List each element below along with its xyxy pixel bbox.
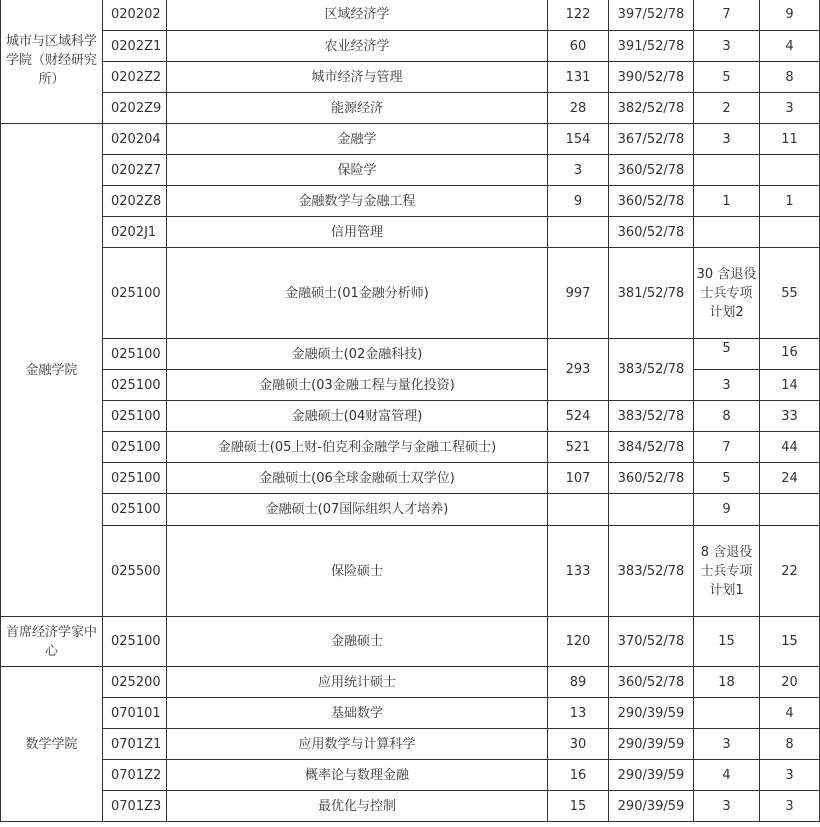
major-name: 应用数学与计算科学 <box>167 729 548 760</box>
table-row <box>1 93 820 124</box>
applicant-count: 131 <box>548 62 609 93</box>
major-code: 025200 <box>103 667 167 698</box>
applicant-count: 133 <box>548 526 609 617</box>
applicant-count: 15 <box>548 791 609 822</box>
quota-value: 9 <box>694 494 760 526</box>
major-name: 保险硕士 <box>167 526 548 617</box>
major-name: 金融硕士 <box>167 617 548 667</box>
score-line: 290/39/59 <box>609 791 694 822</box>
quota-value: 3 <box>694 791 760 822</box>
quota-value: 1 <box>694 186 760 217</box>
table-row <box>1 729 820 760</box>
major-name: 金融学 <box>167 124 548 155</box>
major-name: 金融硕士(07国际组织人才培养) <box>167 494 548 526</box>
score-line: 390/52/78 <box>609 62 694 93</box>
table-row <box>1 494 820 526</box>
major-code: 0202Z1 <box>103 31 167 62</box>
quota-value: 7 <box>694 0 760 31</box>
quota-value: 7 <box>694 432 760 463</box>
quota-value: 4 <box>694 760 760 791</box>
score-line: 360/52/78 <box>609 186 694 217</box>
score-line: 370/52/78 <box>609 617 694 667</box>
quota-value: 3 <box>694 729 760 760</box>
score-line: 367/52/78 <box>609 124 694 155</box>
major-code: 020204 <box>103 124 167 155</box>
applicant-count: 122 <box>548 0 609 31</box>
table-row <box>1 526 820 617</box>
applicant-count: 60 <box>548 31 609 62</box>
quota-value: 15 <box>694 617 760 667</box>
quota-value: 8 <box>694 401 760 432</box>
major-name: 城市经济与管理 <box>167 62 548 93</box>
admit-value: 8 <box>760 62 820 93</box>
score-line: 382/52/78 <box>609 93 694 124</box>
table-row <box>1 760 820 791</box>
table-row <box>1 0 820 31</box>
quota-value: 8 含退役士兵专项计划1 <box>694 526 760 617</box>
major-code: 0202Z7 <box>103 155 167 186</box>
major-code: 025100 <box>103 463 167 494</box>
table-row <box>1 31 820 62</box>
major-code: 0202J1 <box>103 217 167 248</box>
major-name: 金融硕士(02金融科技) <box>167 339 548 370</box>
score-line: 383/52/78 <box>609 339 694 401</box>
quota-value: 3 <box>694 370 760 401</box>
admit-value: 33 <box>760 401 820 432</box>
score-line: 360/52/78 <box>609 155 694 186</box>
applicant-count <box>548 494 609 526</box>
admit-value <box>760 217 820 248</box>
admit-value: 24 <box>760 463 820 494</box>
department-cell: 数学学院 <box>1 667 103 822</box>
major-code: 070101 <box>103 698 167 729</box>
score-line: 397/52/78 <box>609 0 694 31</box>
admit-value: 1 <box>760 186 820 217</box>
score-line: 360/52/78 <box>609 217 694 248</box>
table-row <box>1 401 820 432</box>
quota-value: 3 <box>694 124 760 155</box>
admit-value <box>760 155 820 186</box>
major-code: 025500 <box>103 526 167 617</box>
major-name: 金融数学与金融工程 <box>167 186 548 217</box>
table-row <box>1 617 820 667</box>
major-code: 025100 <box>103 617 167 667</box>
quota-value: 2 <box>694 93 760 124</box>
quota-value <box>694 698 760 729</box>
table-row <box>1 698 820 729</box>
applicant-count: 521 <box>548 432 609 463</box>
quota-value: 5 <box>694 339 760 370</box>
applicant-count: 9 <box>548 186 609 217</box>
applicant-count: 13 <box>548 698 609 729</box>
major-code: 0701Z2 <box>103 760 167 791</box>
table-row <box>1 124 820 155</box>
table-row <box>1 62 820 93</box>
score-line <box>609 494 694 526</box>
table-row <box>1 186 820 217</box>
major-name: 基础数学 <box>167 698 548 729</box>
quota-value <box>694 155 760 186</box>
table-row <box>1 667 820 698</box>
admit-value: 11 <box>760 124 820 155</box>
major-code: 0202Z9 <box>103 93 167 124</box>
admit-value: 9 <box>760 0 820 31</box>
major-name: 农业经济学 <box>167 31 548 62</box>
admit-value: 16 <box>760 339 820 370</box>
table-row <box>1 370 820 401</box>
admit-value: 55 <box>760 248 820 339</box>
applicant-count: 997 <box>548 248 609 339</box>
applicant-count <box>548 217 609 248</box>
table-row <box>1 791 820 822</box>
major-code: 025100 <box>103 401 167 432</box>
admit-value: 3 <box>760 93 820 124</box>
major-name: 概率论与数理金融 <box>167 760 548 791</box>
table-row <box>1 432 820 463</box>
major-code: 0202Z2 <box>103 62 167 93</box>
admit-value: 4 <box>760 31 820 62</box>
applicant-count: 28 <box>548 93 609 124</box>
major-code: 025100 <box>103 339 167 370</box>
department-cell: 金融学院 <box>1 124 103 617</box>
quota-value <box>694 217 760 248</box>
major-name: 金融硕士(03金融工程与量化投资) <box>167 370 548 401</box>
major-code: 0202Z8 <box>103 186 167 217</box>
admit-value: 3 <box>760 760 820 791</box>
quota-value: 3 <box>694 31 760 62</box>
major-name: 信用管理 <box>167 217 548 248</box>
applicant-count: 89 <box>548 667 609 698</box>
department-cell: 首席经济学家中心 <box>1 617 103 667</box>
applicant-count: 154 <box>548 124 609 155</box>
admit-value: 15 <box>760 617 820 667</box>
score-line: 391/52/78 <box>609 31 694 62</box>
table-row <box>1 463 820 494</box>
table-row <box>1 248 820 339</box>
score-line: 290/39/59 <box>609 760 694 791</box>
major-name: 金融硕士(01金融分析师) <box>167 248 548 339</box>
admit-value: 8 <box>760 729 820 760</box>
major-name: 金融硕士(06全球金融硕士双学位) <box>167 463 548 494</box>
quota-value: 5 <box>694 62 760 93</box>
major-code: 025100 <box>103 248 167 339</box>
major-name: 能源经济 <box>167 93 548 124</box>
score-line: 381/52/78 <box>609 248 694 339</box>
admit-value: 3 <box>760 791 820 822</box>
major-name: 应用统计硕士 <box>167 667 548 698</box>
admit-value: 22 <box>760 526 820 617</box>
major-code: 025100 <box>103 494 167 526</box>
applicant-count: 16 <box>548 760 609 791</box>
score-line: 360/52/78 <box>609 667 694 698</box>
quota-value: 30 含退役士兵专项计划2 <box>694 248 760 339</box>
major-code: 0701Z3 <box>103 791 167 822</box>
major-name: 最优化与控制 <box>167 791 548 822</box>
admit-value: 44 <box>760 432 820 463</box>
table-row <box>1 339 820 370</box>
quota-value: 18 <box>694 667 760 698</box>
major-name: 区域经济学 <box>167 0 548 31</box>
major-name: 金融硕士(04财富管理) <box>167 401 548 432</box>
applicant-count: 293 <box>548 339 609 401</box>
admit-value: 4 <box>760 698 820 729</box>
applicant-count: 30 <box>548 729 609 760</box>
major-name: 金融硕士(05上财-伯克利金融学与金融工程硕士) <box>167 432 548 463</box>
table-row <box>1 217 820 248</box>
major-name: 保险学 <box>167 155 548 186</box>
applicant-count: 120 <box>548 617 609 667</box>
major-code: 020202 <box>103 0 167 31</box>
score-line: 360/52/78 <box>609 463 694 494</box>
applicant-count: 524 <box>548 401 609 432</box>
applicant-count: 107 <box>548 463 609 494</box>
admit-value: 20 <box>760 667 820 698</box>
department-cell: 城市与区域科学学院（财经研究所） <box>1 0 103 124</box>
major-code: 025100 <box>103 432 167 463</box>
major-code: 025100 <box>103 370 167 401</box>
score-line: 383/52/78 <box>609 401 694 432</box>
score-line: 384/52/78 <box>609 432 694 463</box>
admit-value <box>760 494 820 526</box>
major-code: 0701Z1 <box>103 729 167 760</box>
score-line: 290/39/59 <box>609 698 694 729</box>
admit-value: 14 <box>760 370 820 401</box>
score-line: 383/52/78 <box>609 526 694 617</box>
quota-value: 5 <box>694 463 760 494</box>
applicant-count: 3 <box>548 155 609 186</box>
table-row <box>1 155 820 186</box>
score-line: 290/39/59 <box>609 729 694 760</box>
